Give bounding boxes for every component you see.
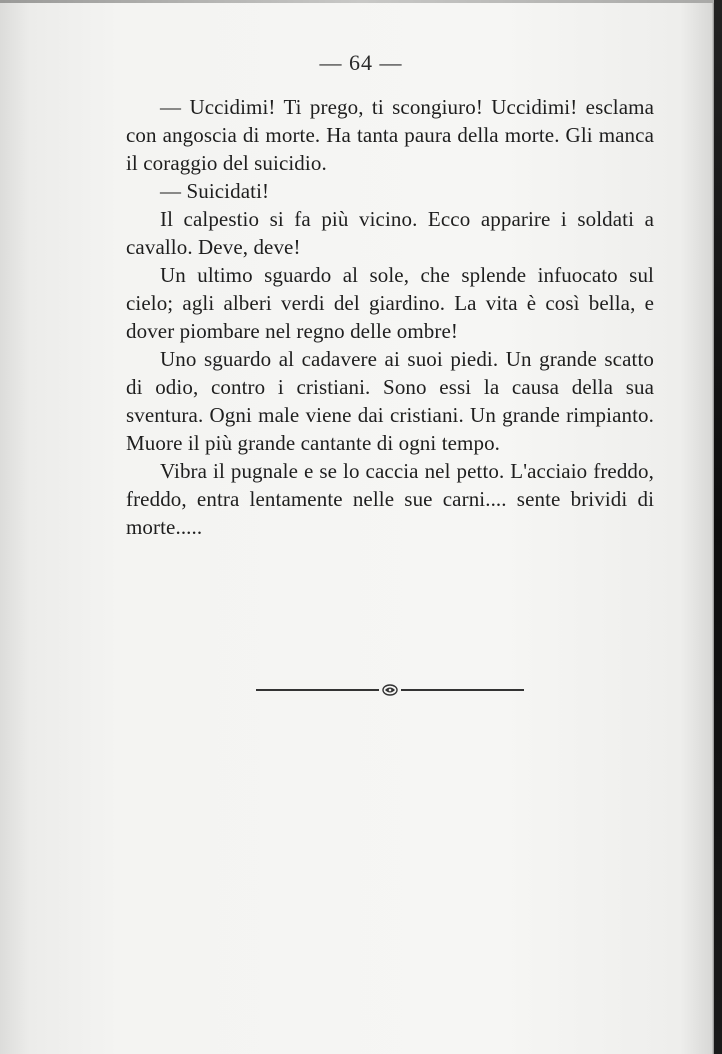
paragraph: Vibra il pugnale e se lo caccia nel petto. L'acciaio freddo, freddo, entra lentamente nelle sue carni.... sente brividi di morte..... xyxy=(126,459,654,539)
ornament-line-left xyxy=(256,689,379,691)
paragraph: Uno sguardo al cadavere ai suoi piedi. Un grande scatto di odio, contro i cristiani. Sono essi la causa della sua sventura. Ogni male viene dai cristiani. Un grande rimpianto. Muore il più grande cantante di ogni tempo. xyxy=(126,347,654,455)
ornament-line-right xyxy=(401,689,524,691)
paragraph: Un ultimo sguardo al sole, che splende infuocato sul cielo; agli alberi verdi del giardino. La vita è così bella, e dover piombare nel regno delle ombre! xyxy=(126,263,654,343)
body-text xyxy=(126,93,654,541)
page-top-edge xyxy=(0,0,722,3)
paragraph: — Suicidati! xyxy=(160,179,270,203)
page-binding-edge xyxy=(714,0,722,1054)
paragraph: — Uccidimi! Ti prego, ti scongiuro! Uccidimi! esclama con angoscia di morte. Ha tanta paura della morte. Gli manca il coraggio del suicidio. xyxy=(126,95,654,175)
paragraph: Il calpestio si fa più vicino. Ecco apparire i soldati a cavallo. Deve, deve! xyxy=(126,207,654,259)
page-number: — 64 — xyxy=(319,50,403,75)
end-ornament xyxy=(256,680,524,700)
fleuron-icon xyxy=(381,683,399,697)
